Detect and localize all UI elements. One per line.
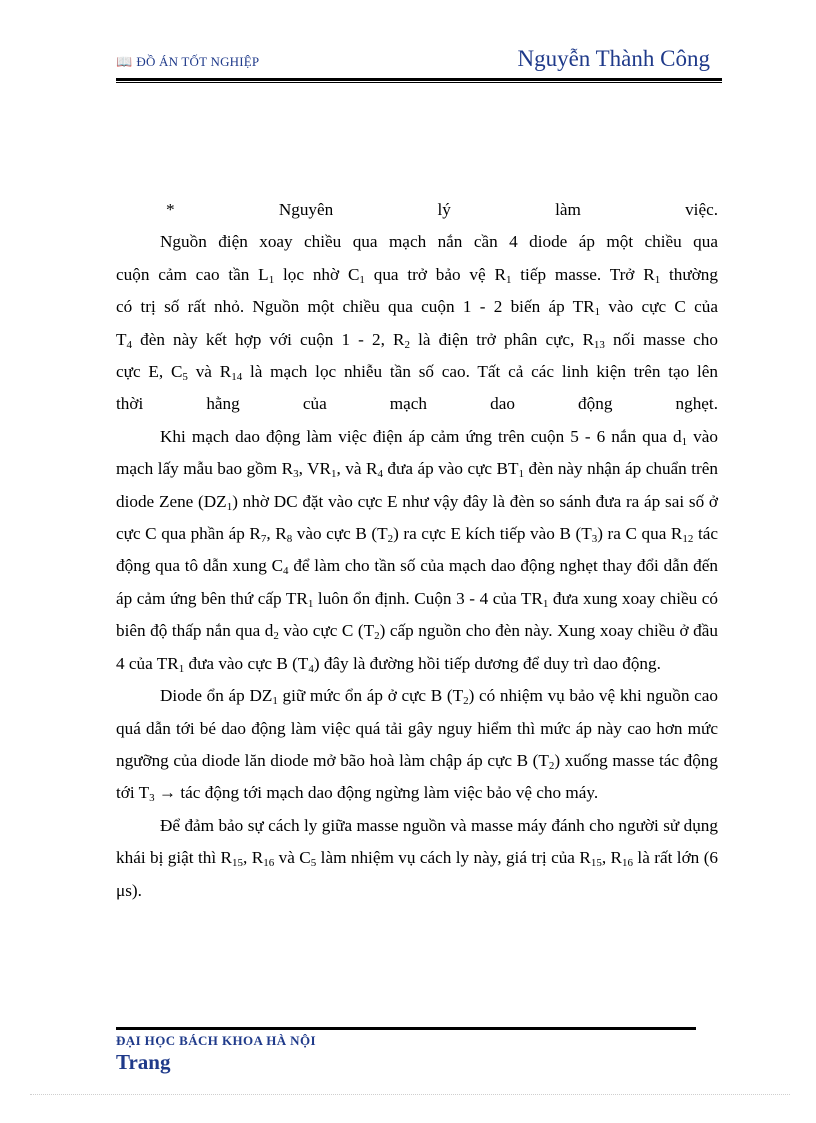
footer-divider [116,1027,696,1030]
paragraph-1-line: Nguồn điện xoay chiều qua mạch nắn cần 4 diode áp một chiều qua [160,232,718,252]
header-left [116,54,259,70]
paragraph-1-line: có trị số rất nhỏ. Nguồn một chiều qua cuộn 1 - 2 biến áp $TR_1$ vào cực C của [116,297,718,319]
header-title: ĐỒ ÁN TỐT NGHIỆP [136,54,260,69]
paragraph-1-line: $T_4$ đèn này kết hợp với cuộn 1 - 2, $R_2$ là điện trở phân cực, $R_{13}$ nối masse cho [116,329,718,351]
paragraph-1-line: cuộn cảm cao tần $L_1$ lọc nhờ $C_1$ qua trở bảo vệ $R_1$ tiếp masse. Trở $R_1$ thường [116,264,718,286]
document-body [116,194,718,907]
paragraph-1 [116,226,718,420]
header-divider [116,78,722,81]
paragraph-1-line: cực E, $C_5$ và $R_{14}$ là mạch lọc nhiễu tần số cao. Tất cả các linh kiện trên tạo lên [116,362,719,384]
page-bottom-border [30,1094,790,1095]
section-title: * Nguyên lý làm việc. [166,200,718,219]
page-header [116,46,722,76]
footer-page-label: Trang [116,1050,171,1074]
footer-school: ĐẠI HỌC BÁCH KHOA HÀ NỘI [116,1033,316,1048]
book-icon: 📖 [116,54,133,69]
header-divider-thin [116,82,722,83]
paragraph-2: Khi mạch dao động làm việc điện áp cảm ứng trên cuộn 5 - 6 nắn qua $d_1$ vào mạch lấy mẫu bao gồm $R_3$, $VR_1$, và $R_4$ đưa áp vào cực $BT_1$ đèn này nhận áp chuẩn trên diode Zene $(DZ_1)$ nhờ DC đặt vào cực E như vậy đây là đèn so sánh đưa ra áp sai số ở cực C qua phần áp $R_7$, $R_8$ vào cực B $(T_2)$ ra cực E kích tiếp vào B $(T_3)$ ra C qua $R_{12}$ tác động qua tô dẫn xung $C_4$ để làm cho tần số của mạch dao động nghẹt thay đổi dẫn đến áp cảm ứng bên thứ cấp $TR_1$ luôn ổn định. Cuộn 3 - 4 của $TR_1$ đưa xung xoay chiều có biên độ thấp nắn qua $d_2$ vào cực C $(T_2)$ cấp nguồn cho đèn này. Xung xoay chiều ở đầu 4 của $TR_1$ đưa vào cực B $(T_4)$ đây là đường hồi tiếp dương để duy trì dao động. [116,426,719,675]
paragraph-3: Diode ổn áp $DZ_1$ giữ mức ổn áp ở cực B $(T_2)$ có nhiệm vụ bảo vệ khi nguồn cao quá dẫn tới bé dao động làm việc quá tải gây nguy hiểm thì mức áp này cao hơn mức ngưỡng của diode lăn diode mở bão hoà làm chập áp cực B $(T_2)$ xuống masse tác động tới $T_3$ → tác động tới mạch dao động ngừng làm việc bảo vệ cho máy. [116,686,718,805]
paragraph-4: Để đảm bảo sự cách ly giữa masse nguồn và masse máy đánh cho người sử dụng khái bị giật thì $R_{15}$, $R_{16}$ và $C_5$ làm nhiệm vụ cách ly này, giá trị của $R_{15}$, $R_{16}$ là rất lớn (6 μs). [116,815,719,900]
paragraph-1-line: thời hằng của mạch dao động nghẹt. [116,394,718,414]
header-author: Nguyễn Thành Công [517,46,710,71]
